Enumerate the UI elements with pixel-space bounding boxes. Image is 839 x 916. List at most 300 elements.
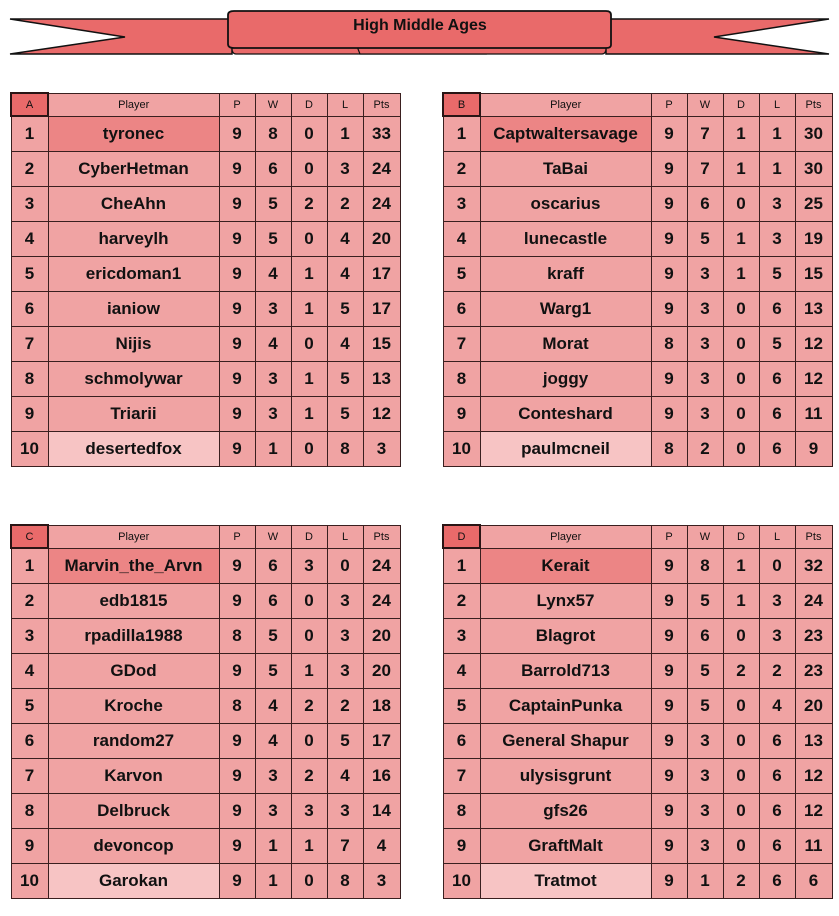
points-cell: 23 [795, 654, 832, 689]
played-cell: 9 [219, 794, 255, 829]
column-header-played: P [219, 93, 255, 116]
points-cell: 24 [363, 584, 400, 619]
column-header-points: Pts [363, 93, 400, 116]
rank-cell: 8 [11, 794, 48, 829]
column-header-played: P [651, 93, 687, 116]
player-name-cell: Barrold713 [480, 654, 651, 689]
rank-cell: 1 [443, 548, 480, 584]
rank-cell: 7 [443, 327, 480, 362]
table-row [11, 759, 400, 794]
points-cell: 32 [795, 548, 832, 584]
table-row [443, 292, 832, 327]
won-cell: 3 [687, 327, 723, 362]
table-row [11, 724, 400, 759]
player-name-cell: edb1815 [48, 584, 219, 619]
points-cell: 30 [795, 152, 832, 187]
group-label: B [443, 93, 480, 116]
points-cell: 33 [363, 116, 400, 152]
column-header-won: W [255, 525, 291, 548]
lost-cell: 6 [759, 432, 795, 467]
played-cell: 9 [651, 257, 687, 292]
group-table-c [10, 524, 401, 899]
played-cell: 9 [219, 187, 255, 222]
table-row [11, 432, 400, 467]
rank-cell: 2 [443, 152, 480, 187]
won-cell: 3 [687, 829, 723, 864]
won-cell: 3 [687, 397, 723, 432]
column-header-played: P [651, 525, 687, 548]
player-name-cell: oscarius [480, 187, 651, 222]
table-row [11, 397, 400, 432]
lost-cell: 8 [327, 864, 363, 899]
table-row [443, 152, 832, 187]
group-table-b [442, 92, 833, 467]
won-cell: 5 [687, 584, 723, 619]
player-name-cell: Lynx57 [480, 584, 651, 619]
table-row [11, 584, 400, 619]
lost-cell: 5 [327, 292, 363, 327]
rank-cell: 9 [11, 829, 48, 864]
played-cell: 9 [219, 548, 255, 584]
won-cell: 1 [255, 829, 291, 864]
rank-cell: 10 [11, 432, 48, 467]
points-cell: 13 [795, 292, 832, 327]
points-cell: 20 [363, 654, 400, 689]
lost-cell: 4 [327, 257, 363, 292]
lost-cell: 5 [327, 397, 363, 432]
rank-cell: 8 [443, 362, 480, 397]
table-row [11, 222, 400, 257]
drawn-cell: 1 [291, 362, 327, 397]
lost-cell: 5 [327, 362, 363, 397]
player-name-cell: devoncop [48, 829, 219, 864]
rank-cell: 5 [11, 257, 48, 292]
lost-cell: 3 [327, 654, 363, 689]
won-cell: 8 [687, 548, 723, 584]
table-row [443, 724, 832, 759]
drawn-cell: 3 [291, 794, 327, 829]
won-cell: 6 [255, 152, 291, 187]
lost-cell: 6 [759, 759, 795, 794]
table-row [11, 257, 400, 292]
table-row [11, 152, 400, 187]
rank-cell: 2 [443, 584, 480, 619]
player-name-cell: Nijis [48, 327, 219, 362]
points-cell: 4 [363, 829, 400, 864]
drawn-cell: 1 [291, 654, 327, 689]
lost-cell: 0 [327, 548, 363, 584]
player-name-cell: GDod [48, 654, 219, 689]
played-cell: 9 [651, 864, 687, 899]
drawn-cell: 0 [291, 864, 327, 899]
won-cell: 4 [255, 257, 291, 292]
played-cell: 9 [219, 584, 255, 619]
lost-cell: 3 [327, 794, 363, 829]
played-cell: 9 [219, 864, 255, 899]
lost-cell: 6 [759, 724, 795, 759]
won-cell: 3 [687, 759, 723, 794]
column-header-player: Player [48, 525, 219, 548]
played-cell: 9 [219, 152, 255, 187]
won-cell: 1 [255, 432, 291, 467]
column-header-drawn: D [723, 93, 759, 116]
column-header-lost: L [327, 525, 363, 548]
drawn-cell: 1 [723, 116, 759, 152]
player-name-cell: Captwaltersavage [480, 116, 651, 152]
player-name-cell: Karvon [48, 759, 219, 794]
lost-cell: 3 [327, 584, 363, 619]
rank-cell: 8 [443, 794, 480, 829]
rank-cell: 5 [443, 689, 480, 724]
table-row [443, 584, 832, 619]
rank-cell: 7 [443, 759, 480, 794]
won-cell: 5 [255, 654, 291, 689]
points-cell: 12 [795, 327, 832, 362]
played-cell: 9 [219, 397, 255, 432]
played-cell: 9 [651, 724, 687, 759]
column-header-drawn: D [291, 93, 327, 116]
won-cell: 4 [255, 724, 291, 759]
won-cell: 6 [255, 584, 291, 619]
table-row [11, 327, 400, 362]
rank-cell: 2 [11, 152, 48, 187]
column-header-points: Pts [363, 525, 400, 548]
won-cell: 4 [255, 327, 291, 362]
points-cell: 9 [795, 432, 832, 467]
played-cell: 8 [651, 432, 687, 467]
won-cell: 3 [255, 794, 291, 829]
played-cell: 9 [651, 187, 687, 222]
group-table-a [10, 92, 401, 467]
player-name-cell: Blagrot [480, 619, 651, 654]
drawn-cell: 2 [723, 864, 759, 899]
page-title: High Middle Ages [353, 17, 487, 34]
lost-cell: 7 [327, 829, 363, 864]
drawn-cell: 0 [723, 689, 759, 724]
column-header-drawn: D [723, 525, 759, 548]
won-cell: 8 [255, 116, 291, 152]
points-cell: 19 [795, 222, 832, 257]
drawn-cell: 0 [291, 619, 327, 654]
column-header-lost: L [759, 525, 795, 548]
drawn-cell: 0 [291, 116, 327, 152]
player-name-cell: ericdoman1 [48, 257, 219, 292]
points-cell: 14 [363, 794, 400, 829]
points-cell: 17 [363, 257, 400, 292]
rank-cell: 10 [443, 864, 480, 899]
lost-cell: 4 [327, 222, 363, 257]
table-row [443, 222, 832, 257]
played-cell: 8 [219, 619, 255, 654]
column-header-lost: L [759, 93, 795, 116]
lost-cell: 2 [327, 187, 363, 222]
rank-cell: 9 [443, 397, 480, 432]
won-cell: 5 [687, 222, 723, 257]
player-name-cell: Conteshard [480, 397, 651, 432]
played-cell: 9 [219, 222, 255, 257]
table-row [443, 548, 832, 584]
table-row [443, 257, 832, 292]
lost-cell: 4 [327, 327, 363, 362]
column-header-won: W [687, 93, 723, 116]
lost-cell: 3 [759, 222, 795, 257]
drawn-cell: 0 [723, 829, 759, 864]
drawn-cell: 0 [723, 292, 759, 327]
played-cell: 9 [219, 327, 255, 362]
points-cell: 24 [363, 548, 400, 584]
points-cell: 11 [795, 829, 832, 864]
won-cell: 3 [255, 759, 291, 794]
won-cell: 3 [687, 794, 723, 829]
player-name-cell: ulysisgrunt [480, 759, 651, 794]
played-cell: 9 [651, 584, 687, 619]
group-label: D [443, 525, 480, 548]
table-row [11, 689, 400, 724]
drawn-cell: 0 [291, 222, 327, 257]
column-header-player: Player [48, 93, 219, 116]
drawn-cell: 0 [723, 724, 759, 759]
player-name-cell: kraff [480, 257, 651, 292]
rank-cell: 1 [11, 116, 48, 152]
lost-cell: 3 [759, 584, 795, 619]
drawn-cell: 0 [291, 584, 327, 619]
table-row [443, 654, 832, 689]
table-row [11, 548, 400, 584]
rank-cell: 10 [11, 864, 48, 899]
column-header-player: Player [480, 93, 651, 116]
player-name-cell: gfs26 [480, 794, 651, 829]
table-row [11, 794, 400, 829]
table-row [443, 794, 832, 829]
won-cell: 3 [687, 362, 723, 397]
rank-cell: 6 [11, 724, 48, 759]
player-name-cell: desertedfox [48, 432, 219, 467]
played-cell: 9 [651, 222, 687, 257]
lost-cell: 6 [759, 292, 795, 327]
column-header-points: Pts [795, 93, 832, 116]
won-cell: 6 [687, 619, 723, 654]
won-cell: 7 [687, 116, 723, 152]
points-cell: 24 [363, 152, 400, 187]
points-cell: 6 [795, 864, 832, 899]
points-cell: 12 [363, 397, 400, 432]
played-cell: 9 [219, 257, 255, 292]
column-header-player: Player [480, 525, 651, 548]
drawn-cell: 3 [291, 548, 327, 584]
played-cell: 9 [219, 829, 255, 864]
column-header-played: P [219, 525, 255, 548]
won-cell: 3 [255, 292, 291, 327]
won-cell: 6 [255, 548, 291, 584]
rank-cell: 7 [11, 759, 48, 794]
points-cell: 3 [363, 432, 400, 467]
points-cell: 17 [363, 292, 400, 327]
played-cell: 9 [651, 292, 687, 327]
points-cell: 15 [363, 327, 400, 362]
played-cell: 9 [219, 432, 255, 467]
lost-cell: 6 [759, 794, 795, 829]
group-table-d [442, 524, 833, 899]
won-cell: 3 [687, 724, 723, 759]
drawn-cell: 1 [723, 548, 759, 584]
player-name-cell: CheAhn [48, 187, 219, 222]
column-header-won: W [687, 525, 723, 548]
header-row [11, 525, 400, 548]
table-row [443, 432, 832, 467]
points-cell: 15 [795, 257, 832, 292]
table-row [11, 829, 400, 864]
won-cell: 5 [687, 654, 723, 689]
won-cell: 3 [687, 292, 723, 327]
points-cell: 12 [795, 794, 832, 829]
lost-cell: 0 [759, 548, 795, 584]
points-cell: 25 [795, 187, 832, 222]
played-cell: 9 [651, 619, 687, 654]
drawn-cell: 0 [723, 397, 759, 432]
lost-cell: 4 [759, 689, 795, 724]
table-row [11, 619, 400, 654]
lost-cell: 8 [327, 432, 363, 467]
rank-cell: 4 [443, 222, 480, 257]
played-cell: 8 [651, 327, 687, 362]
lost-cell: 1 [759, 152, 795, 187]
points-cell: 17 [363, 724, 400, 759]
won-cell: 6 [687, 187, 723, 222]
drawn-cell: 0 [723, 759, 759, 794]
drawn-cell: 1 [291, 292, 327, 327]
played-cell: 9 [651, 152, 687, 187]
won-cell: 3 [255, 362, 291, 397]
player-name-cell: Delbruck [48, 794, 219, 829]
rank-cell: 3 [11, 187, 48, 222]
drawn-cell: 1 [723, 222, 759, 257]
drawn-cell: 0 [291, 724, 327, 759]
table-row [11, 864, 400, 899]
points-cell: 18 [363, 689, 400, 724]
lost-cell: 6 [759, 362, 795, 397]
points-cell: 12 [795, 362, 832, 397]
drawn-cell: 2 [291, 187, 327, 222]
points-cell: 13 [795, 724, 832, 759]
rank-cell: 6 [443, 724, 480, 759]
header-row [443, 93, 832, 116]
won-cell: 5 [255, 222, 291, 257]
player-name-cell: GraftMalt [480, 829, 651, 864]
player-name-cell: CaptainPunka [480, 689, 651, 724]
won-cell: 7 [687, 152, 723, 187]
player-name-cell: TaBai [480, 152, 651, 187]
points-cell: 30 [795, 116, 832, 152]
lost-cell: 1 [759, 116, 795, 152]
played-cell: 9 [651, 759, 687, 794]
table-row [11, 362, 400, 397]
lost-cell: 6 [759, 864, 795, 899]
played-cell: 9 [651, 794, 687, 829]
group-label: A [11, 93, 48, 116]
player-name-cell: lunecastle [480, 222, 651, 257]
lost-cell: 6 [759, 397, 795, 432]
player-name-cell: General Shapur [480, 724, 651, 759]
lost-cell: 1 [327, 116, 363, 152]
player-name-cell: joggy [480, 362, 651, 397]
drawn-cell: 0 [723, 432, 759, 467]
played-cell: 9 [219, 292, 255, 327]
won-cell: 5 [687, 689, 723, 724]
player-name-cell: Garokan [48, 864, 219, 899]
table-row [443, 864, 832, 899]
points-cell: 23 [795, 619, 832, 654]
points-cell: 3 [363, 864, 400, 899]
column-header-drawn: D [291, 525, 327, 548]
rank-cell: 4 [11, 654, 48, 689]
played-cell: 9 [651, 362, 687, 397]
won-cell: 2 [687, 432, 723, 467]
points-cell: 16 [363, 759, 400, 794]
played-cell: 9 [219, 654, 255, 689]
lost-cell: 5 [327, 724, 363, 759]
table-row [443, 829, 832, 864]
played-cell: 9 [219, 724, 255, 759]
played-cell: 8 [219, 689, 255, 724]
lost-cell: 5 [759, 257, 795, 292]
rank-cell: 7 [11, 327, 48, 362]
table-row [443, 187, 832, 222]
table-row [443, 327, 832, 362]
column-header-points: Pts [795, 525, 832, 548]
player-name-cell: Tratmot [480, 864, 651, 899]
drawn-cell: 0 [723, 619, 759, 654]
played-cell: 9 [651, 829, 687, 864]
rank-cell: 6 [443, 292, 480, 327]
title-banner [0, 0, 839, 60]
drawn-cell: 0 [291, 327, 327, 362]
drawn-cell: 0 [723, 187, 759, 222]
player-name-cell: random27 [48, 724, 219, 759]
player-name-cell: CyberHetman [48, 152, 219, 187]
rank-cell: 3 [11, 619, 48, 654]
table-row [443, 397, 832, 432]
drawn-cell: 0 [723, 327, 759, 362]
lost-cell: 2 [327, 689, 363, 724]
played-cell: 9 [219, 116, 255, 152]
won-cell: 5 [255, 619, 291, 654]
rank-cell: 1 [443, 116, 480, 152]
rank-cell: 1 [11, 548, 48, 584]
points-cell: 20 [795, 689, 832, 724]
rank-cell: 5 [443, 257, 480, 292]
table-row [443, 619, 832, 654]
player-name-cell: ianiow [48, 292, 219, 327]
rank-cell: 2 [11, 584, 48, 619]
drawn-cell: 1 [291, 829, 327, 864]
won-cell: 3 [255, 397, 291, 432]
played-cell: 9 [651, 397, 687, 432]
rank-cell: 6 [11, 292, 48, 327]
column-header-won: W [255, 93, 291, 116]
rank-cell: 10 [443, 432, 480, 467]
player-name-cell: rpadilla1988 [48, 619, 219, 654]
player-name-cell: Warg1 [480, 292, 651, 327]
won-cell: 1 [255, 864, 291, 899]
rank-cell: 4 [443, 654, 480, 689]
drawn-cell: 2 [291, 689, 327, 724]
table-row [11, 116, 400, 152]
won-cell: 1 [687, 864, 723, 899]
rank-cell: 9 [443, 829, 480, 864]
player-name-cell: Marvin_the_Arvn [48, 548, 219, 584]
rank-cell: 5 [11, 689, 48, 724]
played-cell: 9 [219, 362, 255, 397]
